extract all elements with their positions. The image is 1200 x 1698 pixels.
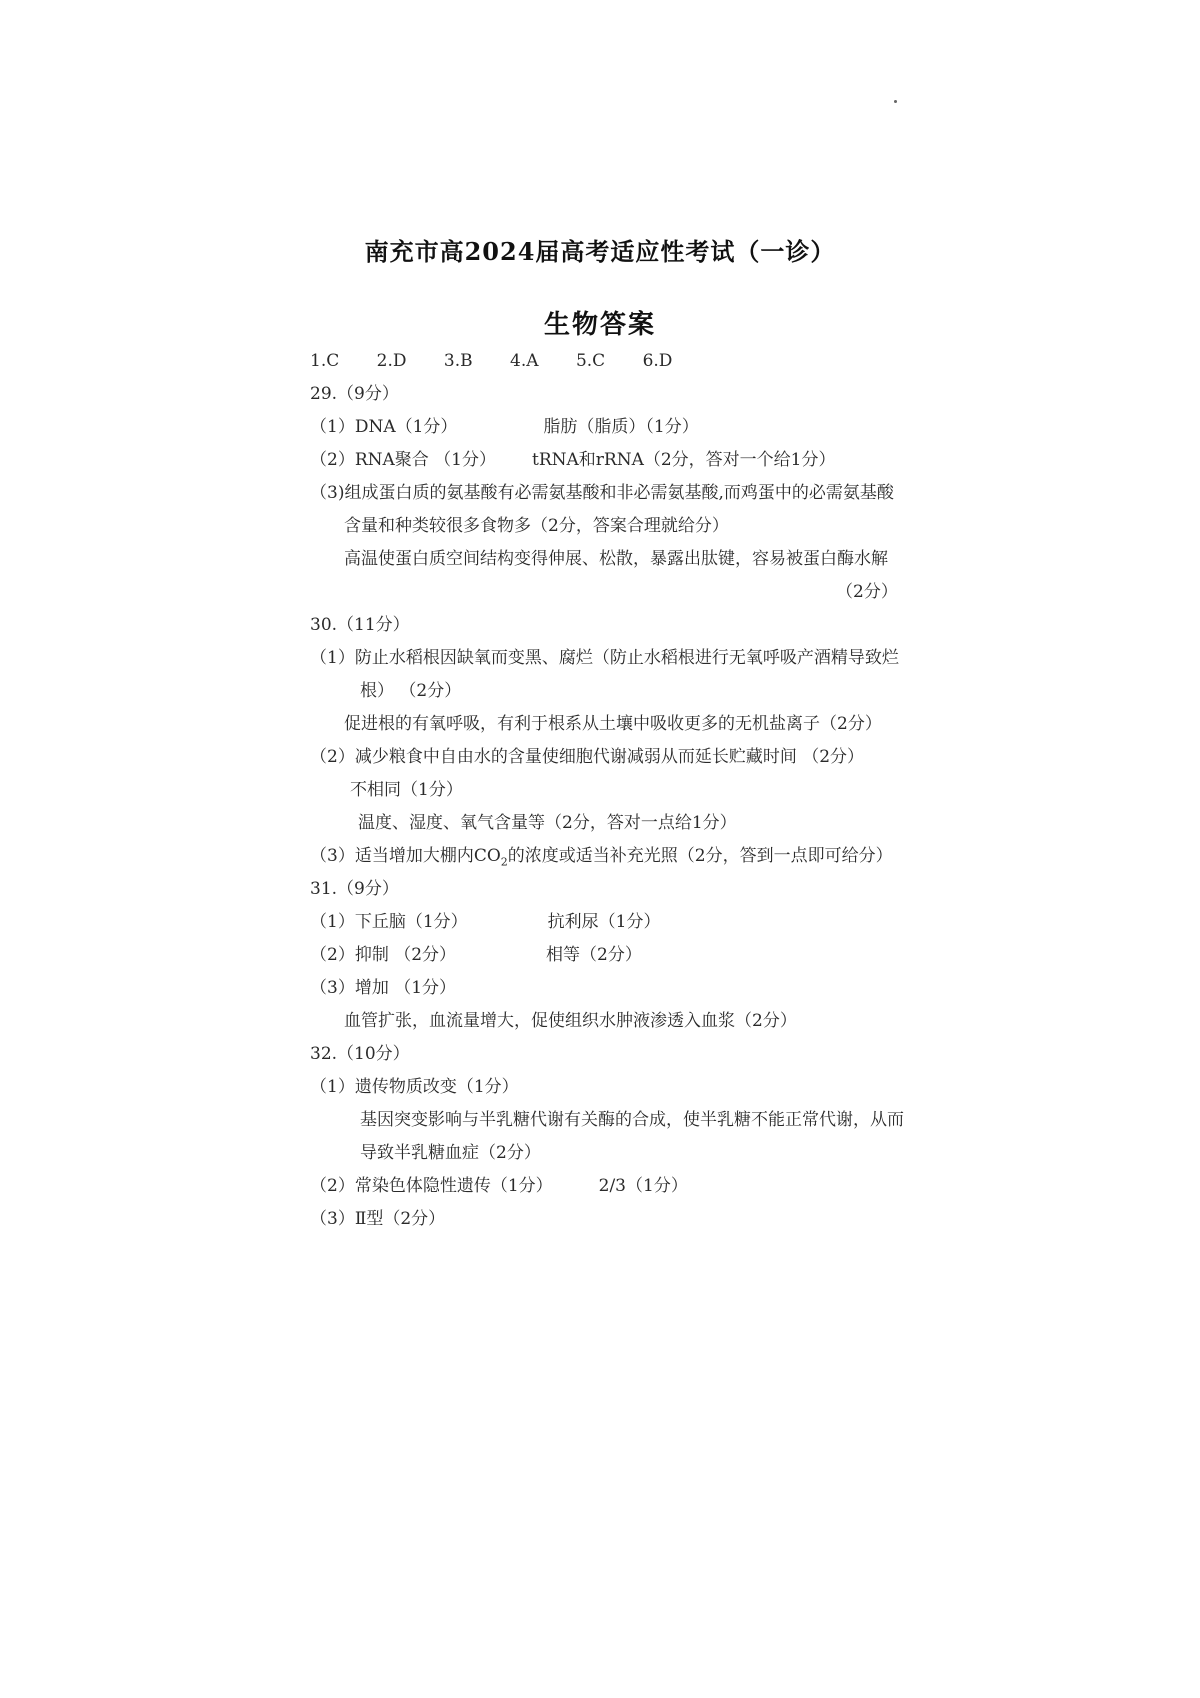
q30-heading: 30.（11分） xyxy=(310,615,410,635)
q29-part3-line2: 含量和种类较很多食物多（2分，答案合理就给分） xyxy=(344,516,729,536)
q30-part3 xyxy=(310,845,893,873)
q29-part1 xyxy=(310,416,699,438)
q29-p1-answer-a: （1）DNA（1分） xyxy=(310,417,458,437)
q29-part2 xyxy=(310,449,836,471)
q29-p2-answer-a: （2）RNA聚合 （1分） xyxy=(310,450,496,470)
q32-part2 xyxy=(310,1175,688,1197)
q31-part3-line1: （3）增加 （1分） xyxy=(310,978,457,998)
choice-answer: 6.D xyxy=(642,351,673,371)
q31-part3-line2: 血管扩张，血流量增大，促使组织水肿液渗透入血浆（2分） xyxy=(344,1011,797,1031)
q31-part1 xyxy=(310,911,660,933)
q32-part1-line3: 导致半乳糖血症（2分） xyxy=(360,1143,541,1163)
q30-p3-subscript: 2 xyxy=(500,855,508,869)
q32-p2-answer-a: （2）常染色体隐性遗传（1分） xyxy=(310,1176,553,1196)
choice-answer: 2.D xyxy=(376,351,407,371)
q31-p2-answer-b: 相等（2分） xyxy=(546,945,642,965)
q30-part2-line3: 温度、湿度、氧气含量等（2分，答对一点给1分） xyxy=(358,813,737,833)
choice-answer: 1.C xyxy=(310,351,340,371)
choice-answer: 5.C xyxy=(575,351,606,371)
scan-speck xyxy=(894,100,897,103)
q32-part3: （3）Ⅱ型（2分） xyxy=(310,1209,446,1229)
q32-p2-answer-b: 2/3（1分） xyxy=(598,1176,688,1196)
q31-p1-answer-b: 抗利尿（1分） xyxy=(547,912,661,932)
q29-heading: 29.（9分） xyxy=(310,384,399,404)
choice-answer: 3.B xyxy=(443,351,473,371)
q30-part1-line2: 根） （2分） xyxy=(360,681,462,701)
choice-answers-row xyxy=(310,350,672,372)
q30-part1-line3: 促进根的有氧呼吸，有利于根系从土壤中吸收更多的无机盐离子（2分） xyxy=(344,714,882,734)
q31-part2 xyxy=(310,944,642,966)
q30-p3-text-post: 的浓度或适当补充光照（2分，答到一点即可给分） xyxy=(507,846,893,866)
q29-p2-answer-b: tRNA和rRNA（2分，答对一个给1分） xyxy=(532,450,836,470)
q29-p1-answer-b: 脂肪（脂质）（1分） xyxy=(543,417,699,437)
q30-part2-line1: （2）减少粮食中自由水的含量使细胞代谢减弱从而延长贮藏时间 （2分） xyxy=(310,747,865,767)
q29-part3-score: （2分） xyxy=(836,582,898,602)
exam-title: 南充市高2024届高考适应性考试（一诊） xyxy=(364,237,836,266)
q31-heading: 31.（9分） xyxy=(310,879,399,899)
q30-part2-line2: 不相同（1分） xyxy=(350,780,463,800)
q29-part3-line1: （3)组成蛋白质的氨基酸有必需氨基酸和非必需氨基酸,而鸡蛋中的必需氨基酸 xyxy=(310,483,894,503)
q30-part1-line1: （1）防止水稻根因缺氧而变黑、腐烂（防止水稻根进行无氧呼吸产酒精导致烂 xyxy=(310,648,899,668)
choice-answer: 4.A xyxy=(510,351,539,371)
q31-p2-answer-a: （2）抑制 （2分） xyxy=(310,945,457,965)
q32-part1-line2: 基因突变影响与半乳糖代谢有关酶的合成，使半乳糖不能正常代谢，从而 xyxy=(360,1110,904,1130)
q29-part3-line3: 高温使蛋白质空间结构变得伸展、松散，暴露出肽键，容易被蛋白酶水解 xyxy=(344,549,888,569)
q32-part1-line1: （1）遗传物质改变（1分） xyxy=(310,1077,519,1097)
q31-p1-answer-a: （1）下丘脑（1分） xyxy=(310,912,468,932)
q30-p3-text-pre: （3）适当增加大棚内CO xyxy=(310,846,501,866)
subject-title: 生物答案 xyxy=(543,310,656,340)
q32-heading: 32.（10分） xyxy=(310,1044,410,1064)
